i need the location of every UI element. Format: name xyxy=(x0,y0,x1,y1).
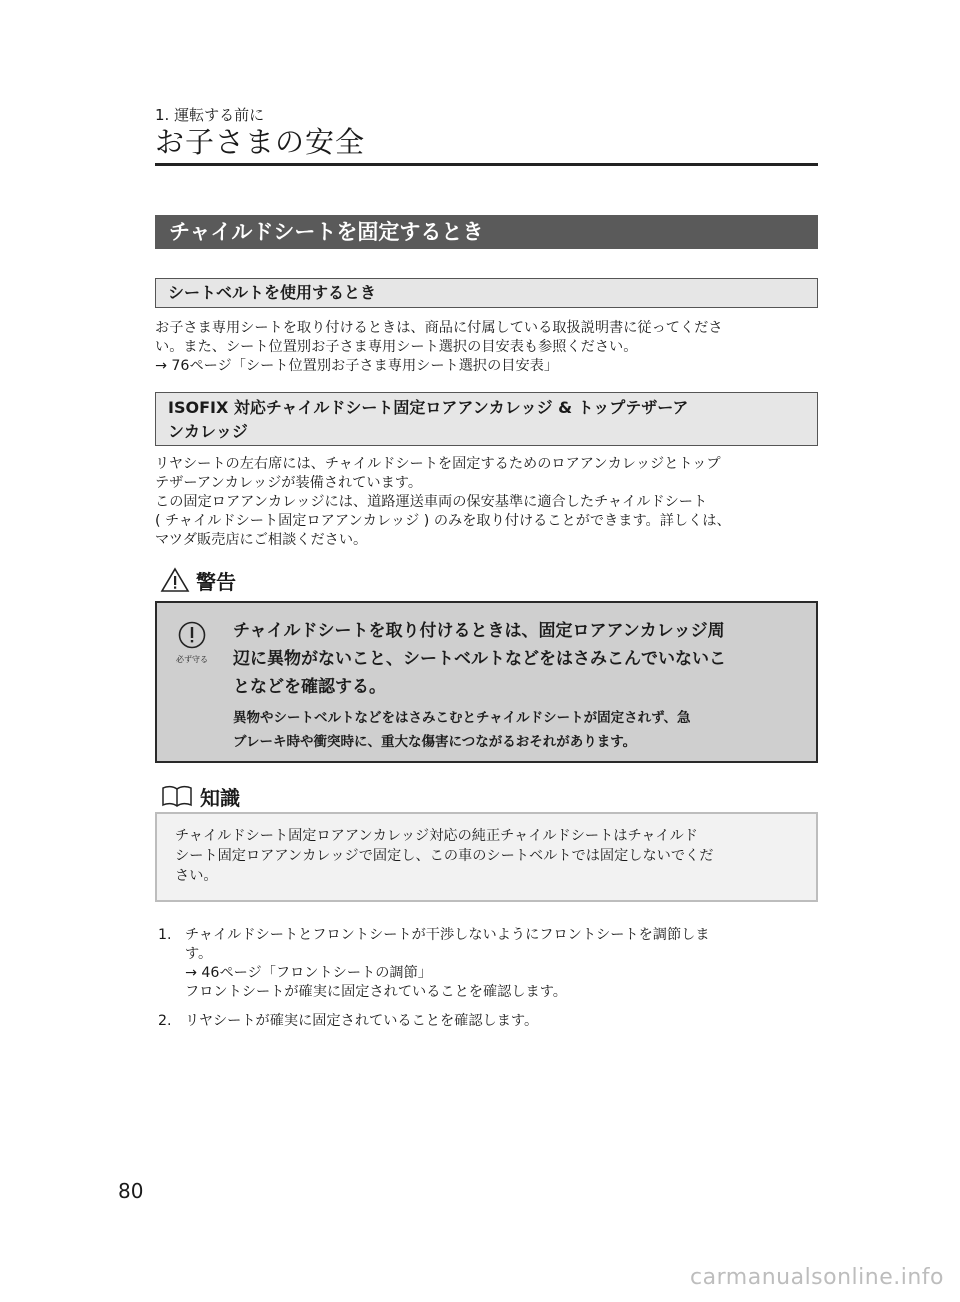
text-line: さい。 xyxy=(175,868,218,884)
text-line: リヤシートが確実に固定されていることを確認します。 xyxy=(185,1013,539,1029)
procedure-steps xyxy=(155,926,818,1031)
seatbelt-heading: シートベルトを使用するとき xyxy=(155,278,818,308)
step-item xyxy=(155,1012,818,1031)
text-line: ブレーキ時や衝突時に、重大な傷害につながるおそれがあります。 xyxy=(233,734,637,750)
text-line: チャイルドシートを取り付けるときは、固定ロアアンカレッジ周 xyxy=(233,621,725,641)
warning-triangle-icon xyxy=(160,567,190,593)
text-line: フロントシートが確実に固定されていることを確認します。 xyxy=(185,984,567,1000)
warning-label: 警告 xyxy=(196,569,236,594)
reference-line: → 76ページ「シート位置別お子さま専用シート選択の目安表」 xyxy=(155,358,559,374)
isofix-paragraph xyxy=(155,455,818,550)
text-line: チャイルドシートとフロントシートが干渉しないようにフロントシートを調節しま xyxy=(185,927,710,943)
text-line: お子さま専用シートを取り付けるときは、商品に付属している取扱説明書に従ってくださ xyxy=(155,320,723,336)
knowledge-text xyxy=(175,826,800,886)
text-line: チャイルドシート固定ロアアンカレッジ対応の純正チャイルドシートはチャイルド xyxy=(175,828,698,844)
knowledge-box xyxy=(155,812,818,902)
open-book-icon xyxy=(160,783,194,809)
warning-header xyxy=(160,566,236,594)
warning-main-text xyxy=(233,617,803,701)
text-line: ( チャイルドシート固定ロアアンカレッジ ) のみを取り付けることができます。詳しくは、 xyxy=(155,513,731,529)
text-line: い。また、シート位置別お子さま専用シート選択の目安表も参照ください。 xyxy=(155,339,638,355)
text-line: となどを確認する。 xyxy=(233,677,386,697)
heading-line: ンカレッジ xyxy=(168,422,248,441)
page-title: お子さまの安全 xyxy=(155,125,366,159)
breadcrumb: 1. 運転する前に xyxy=(155,106,265,124)
text-line: 異物やシートベルトなどをはさみこむとチャイルドシートが固定されず、急 xyxy=(233,710,691,726)
knowledge-label: 知識 xyxy=(200,785,240,810)
title-rule xyxy=(155,163,818,166)
exclamation-circle-icon xyxy=(178,621,206,649)
step-number: 1. xyxy=(158,927,172,943)
must-follow-label: 必ず守る xyxy=(176,655,208,664)
isofix-heading xyxy=(155,392,818,446)
text-line: リヤシートの左右席には、チャイルドシートを固定するためのロアアンカレッジとトップ xyxy=(155,456,721,472)
must-follow-mark xyxy=(173,621,211,665)
warning-box xyxy=(155,601,818,763)
text-line: シート固定ロアアンカレッジで固定し、この車のシートベルトでは固定しないでくだ xyxy=(175,848,714,864)
warning-sub-text xyxy=(233,706,803,754)
step-item xyxy=(155,926,818,1002)
text-line: す。 xyxy=(185,946,213,962)
step-number: 2. xyxy=(158,1013,172,1029)
text-line: マツダ販売店にご相談ください。 xyxy=(155,532,368,548)
heading-line: ISOFIX 対応チャイルドシート固定ロアアンカレッジ & トップテザーア xyxy=(168,398,689,417)
text-line: テザーアンカレッジが装備されています。 xyxy=(155,475,423,491)
page-number: 80 xyxy=(118,1179,144,1203)
text-line: 辺に異物がないこと、シートベルトなどをはさみこんでいないこ xyxy=(233,649,726,669)
section-title-bar: チャイルドシートを固定するとき xyxy=(155,215,818,249)
knowledge-header xyxy=(160,782,240,810)
reference-line: → 46ページ「フロントシートの調節」 xyxy=(185,965,432,981)
watermark: carmanualsonline.info xyxy=(690,1265,944,1290)
seatbelt-paragraph xyxy=(155,319,818,376)
text-line: この固定ロアアンカレッジには、道路運送車両の保安基準に適合したチャイルドシート xyxy=(155,494,708,510)
